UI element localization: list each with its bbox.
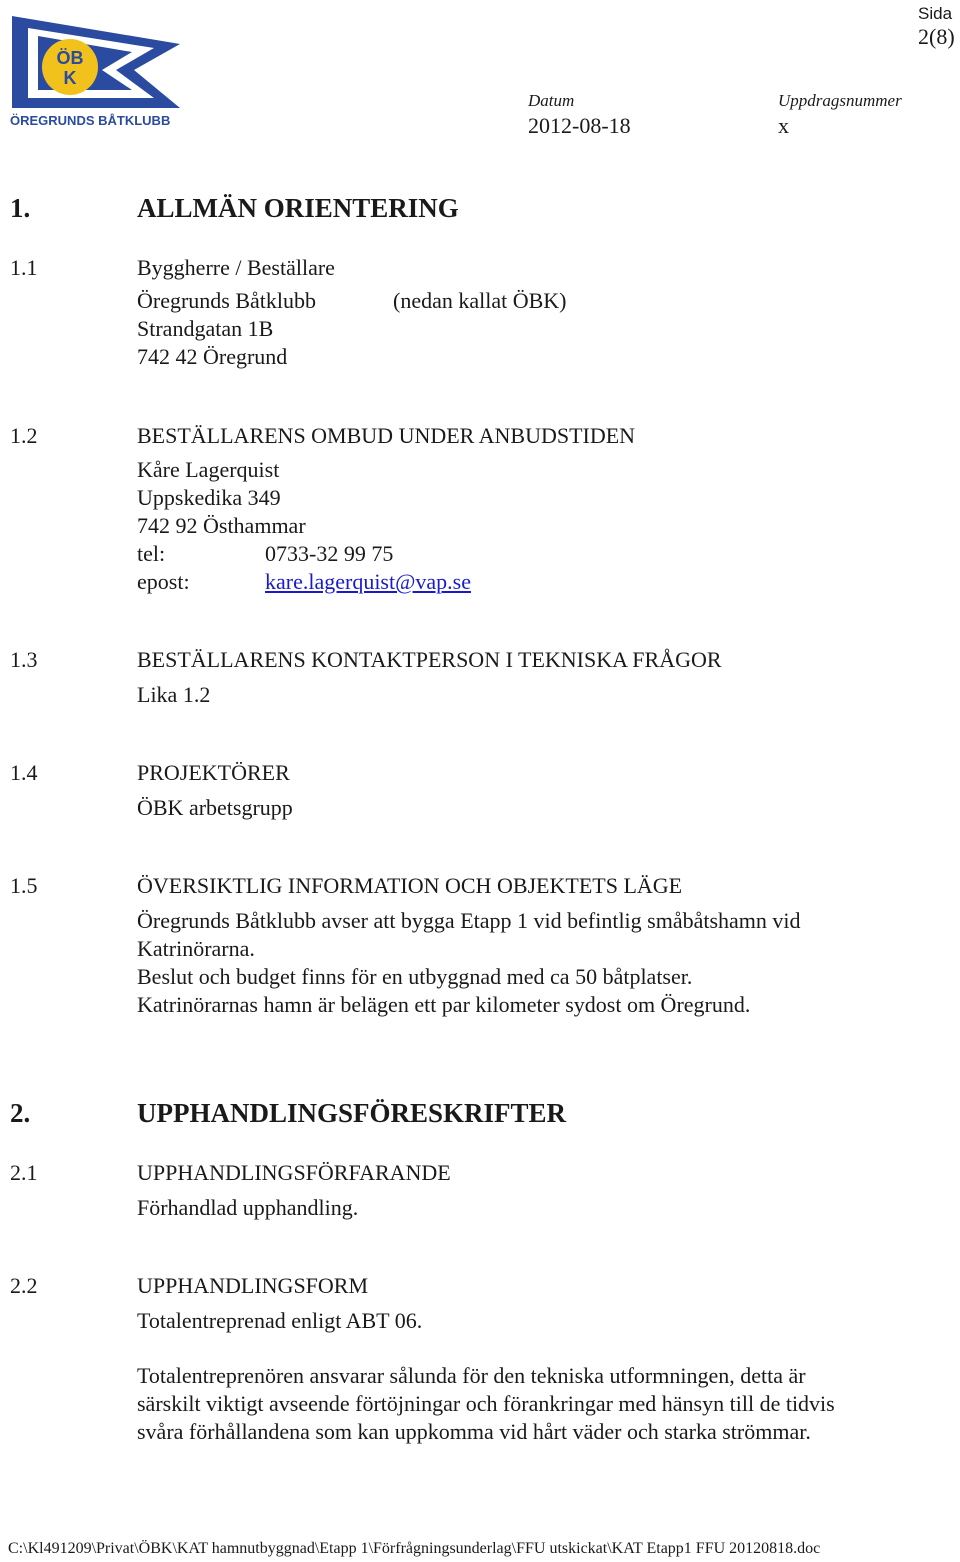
paragraph-line: Katrinörarna. xyxy=(137,936,255,961)
obk-logo xyxy=(4,12,184,132)
section-1-3-number: 1.3 xyxy=(10,647,38,672)
phone-label: tel: xyxy=(137,541,166,566)
logo-badge-bottom: K xyxy=(63,68,77,88)
section-1-number: 1. xyxy=(10,193,31,223)
section-1-2-title: BESTÄLLARENS OMBUD UNDER ANBUDSTIDEN xyxy=(137,423,636,448)
paragraph-line: Beslut och budget finns för en utbyggnad med ca 50 båtplatser. xyxy=(137,964,693,989)
section-1-4-text: ÖBK arbetsgrupp xyxy=(137,795,293,820)
assignment-number-value: x xyxy=(778,113,789,138)
section-2-number: 2. xyxy=(10,1098,31,1128)
paragraph-line: särskilt viktigt avseende förtöjningar och förankringar med hänsyn till de tidvis xyxy=(137,1391,835,1416)
section-1-3-title: BESTÄLLARENS KONTAKTPERSON I TEKNISKA FRÅGOR xyxy=(137,647,722,672)
client-street: Strandgatan 1B xyxy=(137,316,274,341)
date-value: 2012-08-18 xyxy=(528,113,631,138)
assignment-number-label: Uppdragsnummer xyxy=(778,91,902,110)
client-alias: (nedan kallat ÖBK) xyxy=(393,288,567,313)
page-label: Sida xyxy=(918,4,953,23)
paragraph-line: Totalentreprenören ansvarar sålunda för den tekniska utformningen, detta är xyxy=(137,1363,806,1388)
section-2-1-text: Förhandlad upphandling. xyxy=(137,1195,359,1220)
representative-street: Uppskedika 349 xyxy=(137,485,281,510)
burgee-flag-logo xyxy=(4,12,184,132)
paragraph-line: svåra förhållandena som kan uppkomma vid hårt väder och starka strömmar. xyxy=(137,1419,811,1444)
section-1-4-number: 1.4 xyxy=(10,760,38,785)
section-1-title: ALLMÄN ORIENTERING xyxy=(137,193,459,223)
email-link[interactable]: kare.lagerquist@vap.se xyxy=(265,569,471,594)
page-number: 2(8) xyxy=(918,24,955,49)
logo-wordmark: ÖREGRUNDS BÅTKLUBB xyxy=(10,113,171,128)
email-label: epost: xyxy=(137,569,190,594)
representative-name: Kåre Lagerquist xyxy=(137,457,280,482)
section-1-1-title: Byggherre / Beställare xyxy=(137,255,335,280)
section-2-1-title: UPPHANDLINGSFÖRFARANDE xyxy=(137,1160,451,1185)
section-2-1-number: 2.1 xyxy=(10,1160,38,1185)
section-2-2-text: Totalentreprenad enligt ABT 06. xyxy=(137,1308,423,1333)
section-2-title: UPPHANDLINGSFÖRESKRIFTER xyxy=(137,1098,567,1128)
section-1-3-text: Lika 1.2 xyxy=(137,682,211,707)
phone-value: 0733-32 99 75 xyxy=(265,541,394,566)
file-path-footer: C:\Kl491209\Privat\ÖBK\KAT hamnutbyggnad\Etapp 1\Förfrågningsunderlag\FFU utskickat\KAT Etapp1 FFU 20120818.doc xyxy=(8,1540,821,1557)
section-1-2-number: 1.2 xyxy=(10,423,38,448)
paragraph-line: Öregrunds Båtklubb avser att bygga Etapp 1 vid befintlig småbåtshamn vid xyxy=(137,908,801,933)
date-label: Datum xyxy=(528,91,575,110)
paragraph-line: Katrinörarnas hamn är belägen ett par kilometer sydost om Öregrund. xyxy=(137,992,751,1017)
section-1-4-title: PROJEKTÖRER xyxy=(137,760,290,785)
client-city: 742 42 Öregrund xyxy=(137,344,288,369)
section-2-2-number: 2.2 xyxy=(10,1273,38,1298)
section-1-5-title: ÖVERSIKTLIG INFORMATION OCH OBJEKTETS LÄGE xyxy=(137,873,683,898)
section-1-5-number: 1.5 xyxy=(10,873,38,898)
logo-badge-top: ÖB xyxy=(56,48,84,68)
section-1-1-number: 1.1 xyxy=(10,255,38,280)
section-2-2-title: UPPHANDLINGSFORM xyxy=(137,1273,369,1298)
client-name: Öregrunds Båtklubb xyxy=(137,288,317,313)
representative-city: 742 92 Östhammar xyxy=(137,513,306,538)
